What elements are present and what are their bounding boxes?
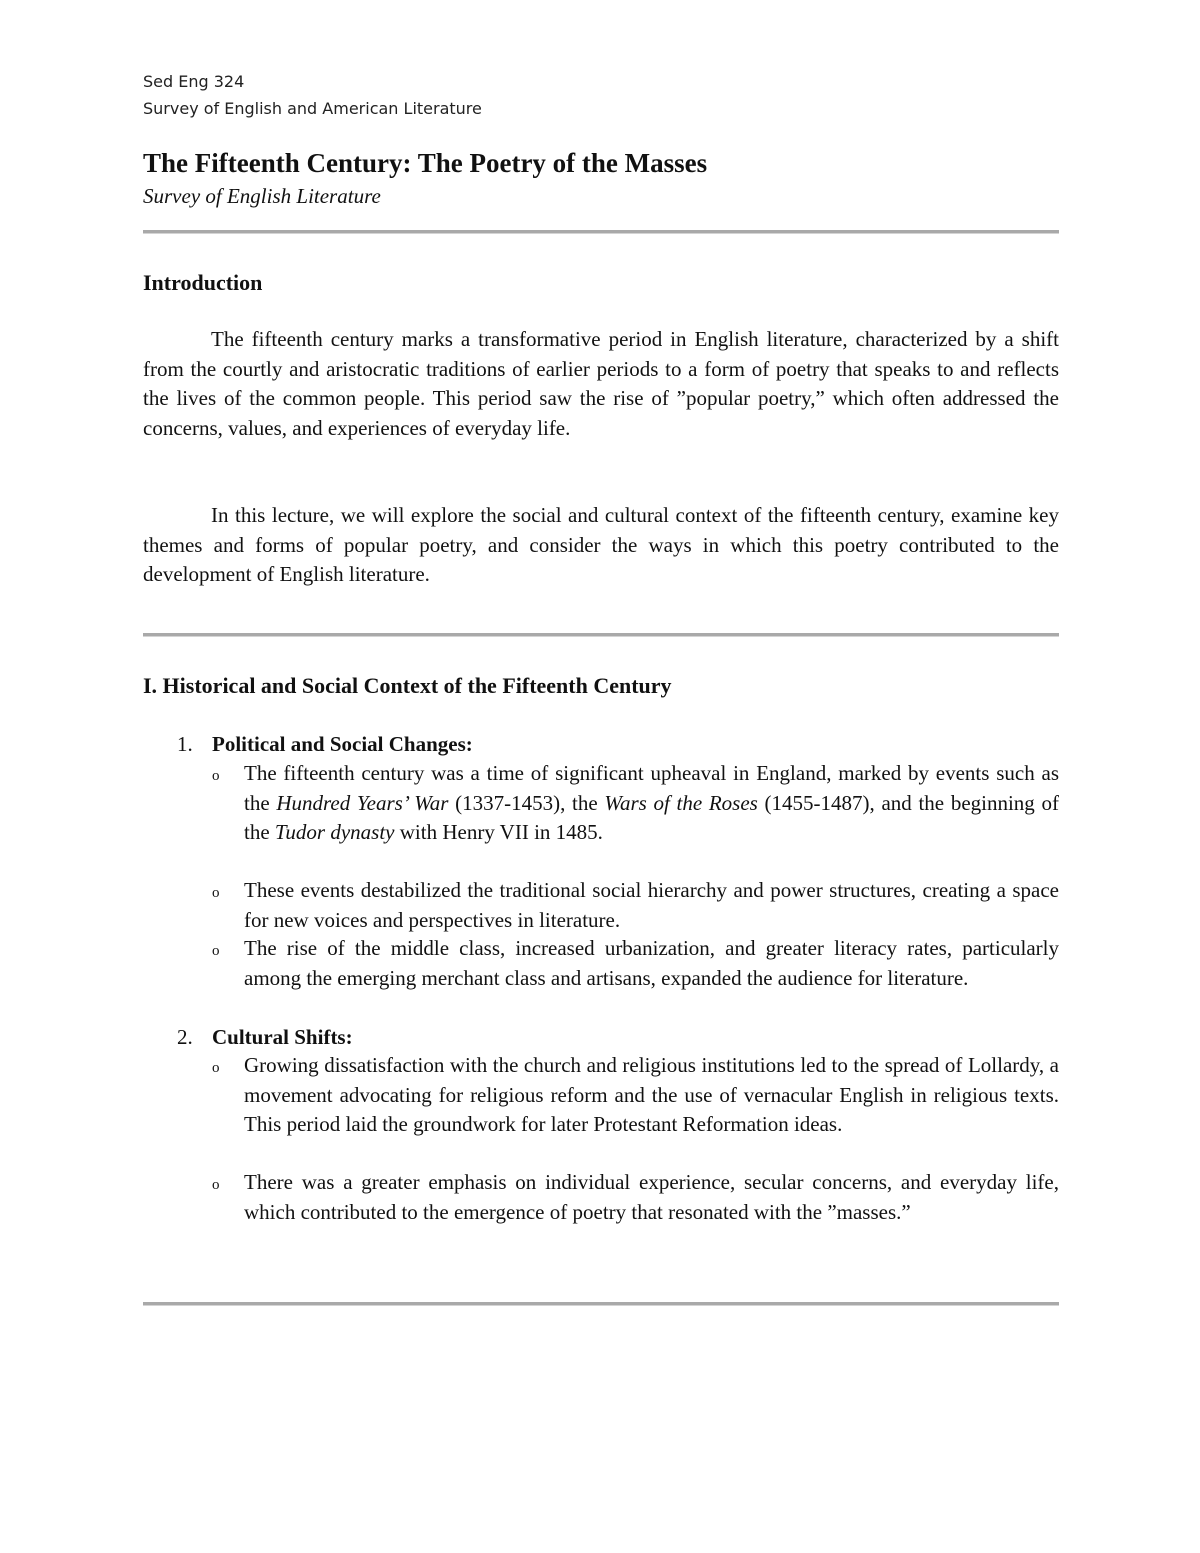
introduction-heading: Introduction bbox=[143, 270, 263, 295]
section-divider bbox=[143, 1302, 1059, 1306]
bullet-text: These events destabilized the traditional social hierarchy and power structures, creating a space for new voices and perspectives in literature. bbox=[244, 878, 1059, 932]
bullet-item bbox=[212, 759, 1059, 848]
bullet-text: There was a greater emphasis on individual experience, secular concerns, and everyday life, which contributed to the emergence of poetry that resonated with the ”masses.” bbox=[244, 1170, 1059, 1224]
bullet-text: Growing dissatisfaction with the church and religious institutions led to the spread of Lollardy, a movement advocating for religious reform and the use of vernacular English in religious texts. This period laid the groundwork for later Protestant Reformation ideas. bbox=[244, 1053, 1059, 1136]
bullet-marker: o bbox=[212, 885, 220, 901]
document-title: The Fifteenth Century: The Poetry of the Masses bbox=[143, 148, 708, 178]
list-number: 2. bbox=[177, 1025, 193, 1049]
document-subtitle: Survey of English Literature bbox=[143, 184, 381, 208]
bullet-marker: o bbox=[212, 1177, 220, 1193]
list-item-title: Cultural Shifts: bbox=[212, 1025, 353, 1049]
introduction-paragraph-2: In this lecture, we will explore the social and cultural context of the fifteenth century, examine key themes and forms of popular poetry, and consider the ways in which this poetry contributed to the development of English literature. bbox=[143, 503, 1059, 586]
bullet-item bbox=[212, 1168, 1059, 1227]
bullet-text: The rise of the middle class, increased urbanization, and greater literacy rates, particularly among the emerging merchant class and artisans, expanded the audience for literature. bbox=[244, 936, 1059, 990]
course-code: Sed Eng 324 bbox=[143, 72, 245, 91]
section-divider bbox=[143, 230, 1059, 234]
section-divider bbox=[143, 633, 1059, 637]
section-heading-historical-context: I. Historical and Social Context of the Fifteenth Century bbox=[143, 673, 672, 698]
list-number: 1. bbox=[177, 732, 193, 756]
course-name: Survey of English and American Literature bbox=[143, 99, 482, 118]
list-item-title: Political and Social Changes: bbox=[212, 732, 473, 756]
bullet-marker: o bbox=[212, 1060, 220, 1076]
bullet-item bbox=[212, 934, 1059, 993]
bullet-item bbox=[212, 1051, 1059, 1140]
bullet-text: The fifteenth century was a time of significant upheaval in England, marked by events such as the Hundred Years’ War (1337-1453), the Wars of the Roses (1455-1487), and the beginning of the Tudor dynasty with Henry VII in 1485. bbox=[244, 761, 1059, 844]
bullet-item bbox=[212, 876, 1059, 935]
bullet-marker: o bbox=[212, 943, 220, 959]
introduction-paragraph-1: The fifteenth century marks a transformative period in English literature, characterized by a shift from the courtly and aristocratic traditions of earlier periods to a form of poetry that speaks to and reflects the lives of the common people. This period saw the rise of ”popular poetry,” which often addressed the concerns, values, and experiences of everyday life. bbox=[143, 327, 1059, 440]
bullet-marker: o bbox=[212, 768, 220, 784]
